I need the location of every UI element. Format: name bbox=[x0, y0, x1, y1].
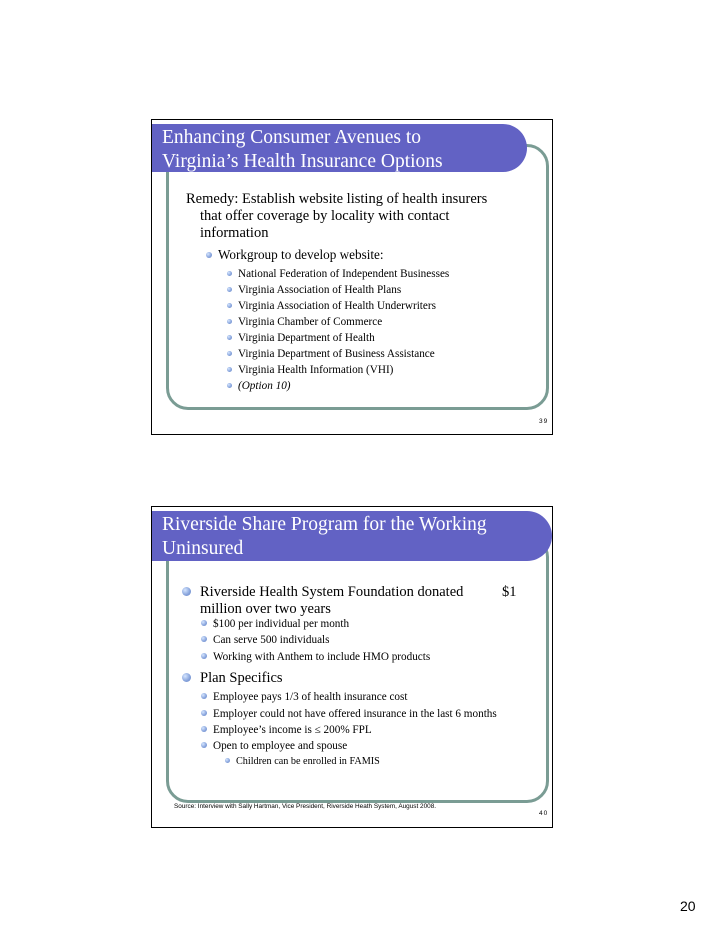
donation-text-line-2: million over two years bbox=[200, 601, 331, 617]
remedy-line-1: Remedy: Establish website listing of health insurers bbox=[186, 191, 488, 207]
workgroup-label: Workgroup to develop website: bbox=[218, 247, 384, 262]
list-item bbox=[201, 690, 407, 704]
slide-40 bbox=[151, 506, 553, 828]
member-label: Virginia Association of Health Underwriters bbox=[238, 300, 436, 312]
donation-text: Riverside Health System Foundation donated bbox=[200, 584, 464, 600]
bullet-icon bbox=[227, 303, 232, 308]
list-item bbox=[227, 363, 393, 377]
list-item bbox=[201, 617, 349, 631]
bullet-donation bbox=[182, 584, 463, 601]
member-label: Virginia Association of Health Plans bbox=[238, 284, 402, 296]
bullet-icon bbox=[206, 252, 212, 258]
slide-number: 40 bbox=[539, 810, 549, 817]
member-label: (Option 10) bbox=[238, 380, 291, 392]
bullet-icon bbox=[201, 710, 207, 716]
slide-39 bbox=[151, 119, 553, 435]
item-label: Employee pays 1/3 of health insurance cost bbox=[213, 691, 408, 703]
list-item bbox=[227, 347, 435, 361]
list-item bbox=[225, 755, 380, 768]
workgroup-item bbox=[206, 247, 384, 263]
bullet-icon bbox=[227, 383, 232, 388]
bullet-icon bbox=[201, 636, 207, 642]
item-label: Can serve 500 individuals bbox=[213, 634, 330, 646]
item-label: Employer could not have offered insurance in the last 6 months bbox=[213, 708, 497, 720]
list-item bbox=[227, 299, 436, 313]
list-item bbox=[201, 723, 372, 737]
slide-title-line-2: Virginia’s Health Insurance Options bbox=[162, 151, 443, 172]
slide-title-line-2: Uninsured bbox=[162, 538, 244, 559]
list-item bbox=[227, 379, 291, 393]
page-number: 20 bbox=[680, 898, 696, 914]
list-item bbox=[227, 283, 401, 297]
item-label: Children can be enrolled in FAMIS bbox=[236, 756, 380, 767]
bullet-icon bbox=[227, 287, 232, 292]
slide-title bbox=[152, 511, 552, 561]
bullet-icon bbox=[201, 693, 207, 699]
item-label: Working with Anthem to include HMO products bbox=[213, 651, 431, 663]
slide-title bbox=[152, 124, 527, 172]
bullet-icon bbox=[225, 758, 230, 763]
list-item bbox=[201, 633, 330, 647]
bullet-icon bbox=[182, 673, 191, 682]
list-item bbox=[227, 331, 375, 345]
item-label: Open to employee and spouse bbox=[213, 740, 348, 752]
donation-amount: $1 bbox=[502, 584, 517, 600]
bullet-icon bbox=[227, 335, 232, 340]
item-label: Employee’s income is ≤ 200% FPL bbox=[213, 724, 372, 736]
remedy-line-3: information bbox=[200, 225, 269, 241]
list-item bbox=[201, 650, 430, 664]
slide-number: 39 bbox=[539, 418, 549, 425]
slide-title-line-1: Enhancing Consumer Avenues to bbox=[162, 127, 422, 148]
list-item bbox=[201, 739, 347, 753]
list-item bbox=[227, 315, 382, 329]
bullet-icon bbox=[227, 351, 232, 356]
bullet-icon bbox=[227, 271, 232, 276]
member-label: Virginia Department of Health bbox=[238, 332, 375, 344]
item-label: $100 per individual per month bbox=[213, 618, 350, 630]
list-item bbox=[201, 707, 497, 721]
remedy-line-2: that offer coverage by locality with contact bbox=[200, 208, 450, 224]
bullet-icon bbox=[182, 587, 191, 596]
bullet-icon bbox=[201, 620, 207, 626]
member-label: Virginia Chamber of Commerce bbox=[238, 316, 383, 328]
bullet-plan-specifics bbox=[182, 670, 283, 687]
member-label: Virginia Health Information (VHI) bbox=[238, 364, 394, 376]
bullet-icon bbox=[201, 653, 207, 659]
list-item bbox=[227, 267, 449, 281]
member-label: Virginia Department of Business Assistance bbox=[238, 348, 435, 360]
bullet-icon bbox=[227, 367, 232, 372]
member-label: National Federation of Independent Businesses bbox=[238, 268, 450, 280]
bullet-icon bbox=[227, 319, 232, 324]
slide-title-line-1: Riverside Share Program for the Working bbox=[162, 514, 487, 535]
bullet-icon bbox=[201, 742, 207, 748]
source-note: Source: Interview with Sally Hartman, Vice President, Riverside Heath System, August 2008. bbox=[174, 803, 437, 810]
plan-specifics-label: Plan Specifics bbox=[200, 670, 283, 686]
bullet-icon bbox=[201, 726, 207, 732]
